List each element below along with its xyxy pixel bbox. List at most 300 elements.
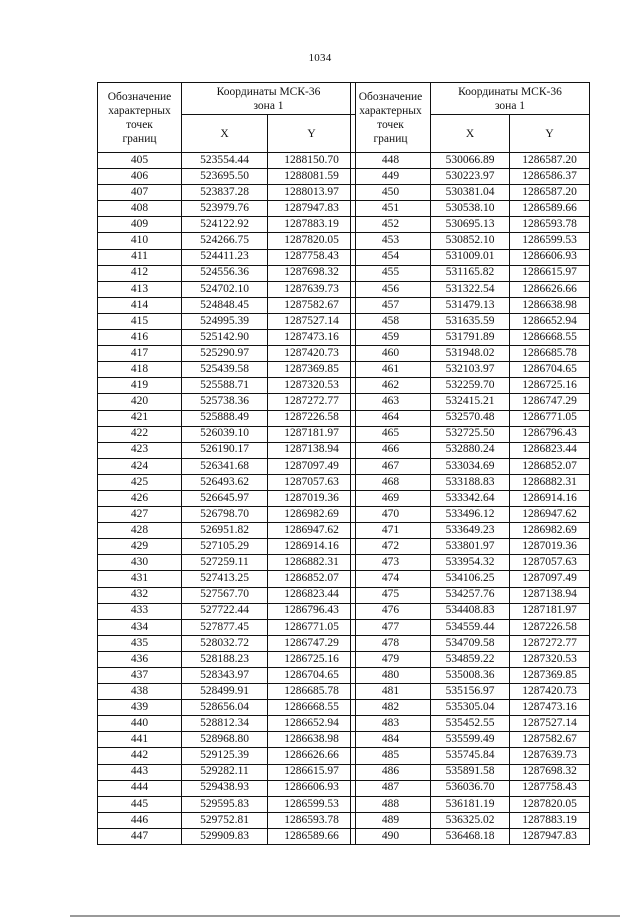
y-coordinate-cell: 1287698.32	[510, 764, 590, 780]
x-coordinate-cell: 535599.49	[431, 732, 510, 748]
y-coordinate-cell: 1286589.66	[510, 201, 590, 217]
x-coordinate-cell: 533188.83	[431, 474, 510, 490]
point-number-cell: 481	[351, 684, 431, 700]
x-coordinate-cell: 531479.13	[431, 297, 510, 313]
table-row	[351, 539, 590, 555]
table-row	[351, 764, 590, 780]
y-coordinate-cell: 1286599.53	[268, 796, 356, 812]
y-coordinate-cell: 1286982.69	[510, 523, 590, 539]
y-coordinate-cell: 1286587.20	[510, 185, 590, 201]
x-coordinate-cell: 526039.10	[182, 426, 268, 442]
table-row	[351, 153, 590, 169]
x-coordinate-cell: 528968.80	[182, 732, 268, 748]
y-coordinate-cell: 1288013.97	[268, 185, 356, 201]
y-coordinate-cell: 1286852.07	[510, 458, 590, 474]
table-row	[351, 587, 590, 603]
x-coordinate-cell: 532259.70	[431, 378, 510, 394]
point-number-cell: 438	[98, 684, 182, 700]
y-coordinate-cell: 1287527.14	[268, 313, 356, 329]
point-number-cell: 414	[98, 297, 182, 313]
table-row	[98, 426, 356, 442]
table-row	[351, 426, 590, 442]
table-row	[98, 458, 356, 474]
x-coordinate-cell: 525290.97	[182, 346, 268, 362]
table-row	[98, 635, 356, 651]
y-coordinate-cell: 1287947.83	[268, 201, 356, 217]
table-row	[351, 169, 590, 185]
point-number-cell: 430	[98, 555, 182, 571]
table-row	[98, 394, 356, 410]
table-row	[351, 684, 590, 700]
point-number-cell: 448	[351, 153, 431, 169]
point-number-cell: 425	[98, 474, 182, 490]
point-number-cell: 463	[351, 394, 431, 410]
y-coordinate-cell: 1288150.70	[268, 153, 356, 169]
y-coordinate-cell: 1287758.43	[510, 780, 590, 796]
point-number-cell: 470	[351, 507, 431, 523]
x-coordinate-cell: 530381.04	[431, 185, 510, 201]
y-coordinate-cell: 1287272.77	[268, 394, 356, 410]
table-row	[351, 619, 590, 635]
y-coordinate-cell: 1286652.94	[268, 716, 356, 732]
point-number-cell: 483	[351, 716, 431, 732]
y-coordinate-cell: 1286823.44	[510, 442, 590, 458]
x-coordinate-cell: 524411.23	[182, 249, 268, 265]
x-coordinate-cell: 526341.68	[182, 458, 268, 474]
y-coordinate-cell: 1286771.05	[510, 410, 590, 426]
table-row	[98, 410, 356, 426]
x-coordinate-cell: 530066.89	[431, 153, 510, 169]
x-coordinate-cell: 532725.50	[431, 426, 510, 442]
x-coordinate-cell: 532103.97	[431, 362, 510, 378]
designation-header-line: границ	[122, 132, 157, 145]
point-number-cell: 416	[98, 330, 182, 346]
y-coordinate-cell: 1286593.78	[268, 812, 356, 828]
table-row	[351, 185, 590, 201]
x-coordinate-cell: 531791.89	[431, 330, 510, 346]
table-row	[351, 249, 590, 265]
y-coordinate-cell: 1286796.43	[268, 603, 356, 619]
y-coordinate-cell: 1287582.67	[268, 297, 356, 313]
y-coordinate-cell: 1287320.53	[268, 378, 356, 394]
point-number-cell: 427	[98, 507, 182, 523]
x-coordinate-cell: 531635.59	[431, 313, 510, 329]
point-number-cell: 464	[351, 410, 431, 426]
y-coordinate-cell: 1286982.69	[268, 507, 356, 523]
y-coordinate-cell: 1287226.58	[510, 619, 590, 635]
x-coordinate-cell: 534559.44	[431, 619, 510, 635]
x-coordinate-cell: 532570.48	[431, 410, 510, 426]
table-row	[98, 555, 356, 571]
y-coordinate-cell: 1287057.63	[510, 555, 590, 571]
y-coordinate-cell: 1286587.20	[510, 153, 590, 169]
y-coordinate-cell: 1287883.19	[268, 217, 356, 233]
table-row	[98, 474, 356, 490]
point-number-cell: 485	[351, 748, 431, 764]
table-row	[351, 716, 590, 732]
y-coordinate-cell: 1287582.67	[510, 732, 590, 748]
y-coordinate-cell: 1286882.31	[510, 474, 590, 490]
x-coordinate-cell: 532880.24	[431, 442, 510, 458]
y-coordinate-cell: 1286626.66	[510, 281, 590, 297]
x-coordinate-cell: 531948.02	[431, 346, 510, 362]
point-number-cell: 459	[351, 330, 431, 346]
point-number-cell: 444	[98, 780, 182, 796]
point-number-cell: 445	[98, 796, 182, 812]
x-coordinate-cell: 536325.02	[431, 812, 510, 828]
table-row	[351, 748, 590, 764]
point-number-cell: 434	[98, 619, 182, 635]
x-coordinate-cell: 533496.12	[431, 507, 510, 523]
y-coordinate-cell: 1286725.16	[268, 651, 356, 667]
x-coordinate-cell: 530223.97	[431, 169, 510, 185]
page-number: 1034	[308, 52, 332, 64]
table-row	[98, 587, 356, 603]
x-coordinate-cell: 528032.72	[182, 635, 268, 651]
table-row	[98, 346, 356, 362]
y-coordinate-cell: 1287639.73	[268, 281, 356, 297]
point-number-cell: 471	[351, 523, 431, 539]
y-coordinate-cell: 1287226.58	[268, 410, 356, 426]
table-row	[98, 812, 356, 828]
x-coordinate-cell: 528188.23	[182, 651, 268, 667]
y-coordinate-cell: 1286747.29	[510, 394, 590, 410]
x-coordinate-cell: 527105.29	[182, 539, 268, 555]
table-row	[98, 249, 356, 265]
table-row	[98, 668, 356, 684]
y-coordinate-cell: 1287019.36	[510, 539, 590, 555]
table-row	[98, 651, 356, 667]
y-coordinate-cell: 1287947.83	[510, 828, 590, 844]
coordinates-table-left	[97, 82, 356, 845]
point-number-cell: 421	[98, 410, 182, 426]
coordinates-table-right	[350, 82, 590, 845]
y-column-header: Y	[268, 115, 356, 153]
y-coordinate-cell: 1286652.94	[510, 313, 590, 329]
x-coordinate-cell: 529595.83	[182, 796, 268, 812]
x-coordinate-cell: 527567.70	[182, 587, 268, 603]
x-coordinate-cell: 535745.84	[431, 748, 510, 764]
table-row	[98, 297, 356, 313]
x-coordinate-cell: 536468.18	[431, 828, 510, 844]
table-row	[351, 410, 590, 426]
point-number-cell: 432	[98, 587, 182, 603]
y-coordinate-cell: 1287698.32	[268, 265, 356, 281]
point-number-cell: 467	[351, 458, 431, 474]
table-row	[98, 217, 356, 233]
x-coordinate-cell: 527413.25	[182, 571, 268, 587]
y-coordinate-cell: 1287473.16	[268, 330, 356, 346]
table-row	[98, 732, 356, 748]
x-coordinate-cell: 524122.92	[182, 217, 268, 233]
x-coordinate-cell: 525888.49	[182, 410, 268, 426]
x-coordinate-cell: 526190.17	[182, 442, 268, 458]
y-coordinate-cell: 1287181.97	[510, 603, 590, 619]
table-row	[351, 732, 590, 748]
y-coordinate-cell: 1286615.97	[268, 764, 356, 780]
point-number-cell: 446	[98, 812, 182, 828]
table-row	[351, 507, 590, 523]
x-coordinate-cell: 524266.75	[182, 233, 268, 249]
table-row	[98, 700, 356, 716]
x-coordinate-cell: 525738.36	[182, 394, 268, 410]
point-number-cell: 441	[98, 732, 182, 748]
point-number-cell: 490	[351, 828, 431, 844]
table-row	[98, 153, 356, 169]
y-column-header: Y	[510, 115, 590, 153]
coord-system-header-line: зона 1	[494, 99, 526, 112]
table-row	[351, 603, 590, 619]
y-coordinate-cell: 1286796.43	[510, 426, 590, 442]
table-row	[98, 603, 356, 619]
table-row	[98, 796, 356, 812]
point-number-cell: 435	[98, 635, 182, 651]
x-coordinate-cell: 535452.55	[431, 716, 510, 732]
y-coordinate-cell: 1286914.16	[268, 539, 356, 555]
x-coordinate-cell: 533801.97	[431, 539, 510, 555]
x-column-header: X	[431, 115, 510, 153]
table-row	[98, 378, 356, 394]
x-coordinate-cell: 533954.32	[431, 555, 510, 571]
table-row	[98, 780, 356, 796]
table-row	[351, 474, 590, 490]
y-coordinate-cell: 1286704.65	[268, 668, 356, 684]
table-row	[351, 828, 590, 844]
y-coordinate-cell: 1286685.78	[510, 346, 590, 362]
point-number-cell: 468	[351, 474, 431, 490]
x-coordinate-cell: 529909.83	[182, 828, 268, 844]
point-number-cell: 417	[98, 346, 182, 362]
coord-system-header	[431, 83, 590, 115]
designation-header	[351, 83, 431, 153]
y-coordinate-cell: 1286668.55	[268, 700, 356, 716]
x-coordinate-cell: 528812.34	[182, 716, 268, 732]
point-number-cell: 487	[351, 780, 431, 796]
x-coordinate-cell: 535008.36	[431, 668, 510, 684]
y-coordinate-cell: 1287181.97	[268, 426, 356, 442]
y-coordinate-cell: 1287883.19	[510, 812, 590, 828]
table-row	[351, 442, 590, 458]
y-coordinate-cell: 1287369.85	[268, 362, 356, 378]
point-number-cell: 465	[351, 426, 431, 442]
point-number-cell: 431	[98, 571, 182, 587]
table-row	[351, 571, 590, 587]
point-number-cell: 469	[351, 490, 431, 506]
x-coordinate-cell: 527722.44	[182, 603, 268, 619]
y-coordinate-cell: 1287272.77	[510, 635, 590, 651]
table-row	[98, 233, 356, 249]
point-number-cell: 407	[98, 185, 182, 201]
x-coordinate-cell: 523695.50	[182, 169, 268, 185]
point-number-cell: 452	[351, 217, 431, 233]
y-coordinate-cell: 1286704.65	[510, 362, 590, 378]
table-row	[351, 281, 590, 297]
table-row	[351, 812, 590, 828]
point-number-cell: 409	[98, 217, 182, 233]
point-number-cell: 420	[98, 394, 182, 410]
table-row	[351, 313, 590, 329]
point-number-cell: 428	[98, 523, 182, 539]
x-coordinate-cell: 535156.97	[431, 684, 510, 700]
x-coordinate-cell: 524702.10	[182, 281, 268, 297]
point-number-cell: 422	[98, 426, 182, 442]
y-coordinate-cell: 1287820.05	[268, 233, 356, 249]
table-row	[98, 828, 356, 844]
y-coordinate-cell: 1287320.53	[510, 651, 590, 667]
designation-header-line: характерных	[359, 104, 422, 117]
table-row	[351, 490, 590, 506]
point-number-cell: 479	[351, 651, 431, 667]
y-coordinate-cell: 1286606.93	[268, 780, 356, 796]
y-coordinate-cell: 1286615.97	[510, 265, 590, 281]
table-row	[351, 330, 590, 346]
x-coordinate-cell: 524556.36	[182, 265, 268, 281]
table-row	[98, 539, 356, 555]
point-number-cell: 455	[351, 265, 431, 281]
y-coordinate-cell: 1287019.36	[268, 490, 356, 506]
table-row	[98, 362, 356, 378]
point-number-cell: 473	[351, 555, 431, 571]
table-row	[98, 748, 356, 764]
y-coordinate-cell: 1288081.59	[268, 169, 356, 185]
coord-system-header-line: Координаты МСК-36	[458, 85, 562, 98]
y-coordinate-cell: 1287473.16	[510, 700, 590, 716]
point-number-cell: 440	[98, 716, 182, 732]
table-row	[351, 394, 590, 410]
x-coordinate-cell: 534709.58	[431, 635, 510, 651]
designation-header	[98, 83, 182, 153]
y-coordinate-cell: 1286947.62	[510, 507, 590, 523]
x-coordinate-cell: 536036.70	[431, 780, 510, 796]
point-number-cell: 449	[351, 169, 431, 185]
x-coordinate-cell: 528499.91	[182, 684, 268, 700]
point-number-cell: 474	[351, 571, 431, 587]
designation-header-line: Обозначение	[358, 90, 423, 103]
designation-header-line: Обозначение	[107, 90, 172, 103]
table-row	[98, 169, 356, 185]
table-row	[98, 619, 356, 635]
y-coordinate-cell: 1287420.73	[268, 346, 356, 362]
table-row	[351, 700, 590, 716]
x-coordinate-cell: 526798.70	[182, 507, 268, 523]
point-number-cell: 408	[98, 201, 182, 217]
x-coordinate-cell: 534257.76	[431, 587, 510, 603]
point-number-cell: 482	[351, 700, 431, 716]
y-coordinate-cell: 1286606.93	[510, 249, 590, 265]
y-coordinate-cell: 1286725.16	[510, 378, 590, 394]
point-number-cell: 436	[98, 651, 182, 667]
table-row	[351, 233, 590, 249]
point-number-cell: 480	[351, 668, 431, 684]
y-coordinate-cell: 1286638.98	[268, 732, 356, 748]
point-number-cell: 461	[351, 362, 431, 378]
x-coordinate-cell: 530695.13	[431, 217, 510, 233]
point-number-cell: 406	[98, 169, 182, 185]
point-number-cell: 410	[98, 233, 182, 249]
x-coordinate-cell: 527259.11	[182, 555, 268, 571]
y-coordinate-cell: 1286638.98	[510, 297, 590, 313]
table-row	[351, 635, 590, 651]
table-row	[351, 458, 590, 474]
coord-system-header	[182, 83, 356, 115]
y-coordinate-cell: 1286771.05	[268, 619, 356, 635]
y-coordinate-cell: 1287138.94	[510, 587, 590, 603]
y-coordinate-cell: 1287758.43	[268, 249, 356, 265]
x-coordinate-cell: 526645.97	[182, 490, 268, 506]
x-coordinate-cell: 523554.44	[182, 153, 268, 169]
table-row	[351, 378, 590, 394]
designation-header-line: характерных	[108, 104, 171, 117]
table-row	[98, 764, 356, 780]
x-coordinate-cell: 530538.10	[431, 201, 510, 217]
coord-system-header-line: Координаты МСК-36	[216, 85, 321, 98]
table-row	[351, 523, 590, 539]
x-coordinate-cell: 533034.69	[431, 458, 510, 474]
scan-edge	[70, 915, 620, 917]
point-number-cell: 456	[351, 281, 431, 297]
point-number-cell: 454	[351, 249, 431, 265]
point-number-cell: 488	[351, 796, 431, 812]
y-coordinate-cell: 1287639.73	[510, 748, 590, 764]
x-coordinate-cell: 529438.93	[182, 780, 268, 796]
point-number-cell: 466	[351, 442, 431, 458]
y-coordinate-cell: 1286882.31	[268, 555, 356, 571]
point-number-cell: 426	[98, 490, 182, 506]
x-coordinate-cell: 529752.81	[182, 812, 268, 828]
table-row	[98, 313, 356, 329]
designation-header-line: точек	[377, 118, 404, 131]
point-number-cell: 411	[98, 249, 182, 265]
y-coordinate-cell: 1287138.94	[268, 442, 356, 458]
x-coordinate-cell: 534408.83	[431, 603, 510, 619]
point-number-cell: 484	[351, 732, 431, 748]
point-number-cell: 450	[351, 185, 431, 201]
point-number-cell: 477	[351, 619, 431, 635]
table-row	[351, 297, 590, 313]
table-row	[351, 346, 590, 362]
point-number-cell: 489	[351, 812, 431, 828]
point-number-cell: 424	[98, 458, 182, 474]
x-coordinate-cell: 525142.90	[182, 330, 268, 346]
point-number-cell: 447	[98, 828, 182, 844]
y-coordinate-cell: 1286685.78	[268, 684, 356, 700]
x-coordinate-cell: 530852.10	[431, 233, 510, 249]
x-coordinate-cell: 525588.71	[182, 378, 268, 394]
x-coordinate-cell: 533342.64	[431, 490, 510, 506]
y-coordinate-cell: 1287820.05	[510, 796, 590, 812]
point-number-cell: 437	[98, 668, 182, 684]
coord-system-header-line: зона 1	[253, 99, 284, 112]
point-number-cell: 472	[351, 539, 431, 555]
table-row	[351, 796, 590, 812]
point-number-cell: 453	[351, 233, 431, 249]
y-coordinate-cell: 1286747.29	[268, 635, 356, 651]
x-coordinate-cell: 524848.45	[182, 297, 268, 313]
point-number-cell: 457	[351, 297, 431, 313]
x-coordinate-cell: 525439.58	[182, 362, 268, 378]
y-coordinate-cell: 1286914.16	[510, 490, 590, 506]
x-coordinate-cell: 523979.76	[182, 201, 268, 217]
point-number-cell: 413	[98, 281, 182, 297]
table-row	[98, 523, 356, 539]
table-row	[351, 201, 590, 217]
point-number-cell: 475	[351, 587, 431, 603]
designation-header-line: точек	[126, 118, 153, 131]
point-number-cell: 486	[351, 764, 431, 780]
y-coordinate-cell: 1286823.44	[268, 587, 356, 603]
x-coordinate-cell: 523837.28	[182, 185, 268, 201]
x-coordinate-cell: 531165.82	[431, 265, 510, 281]
